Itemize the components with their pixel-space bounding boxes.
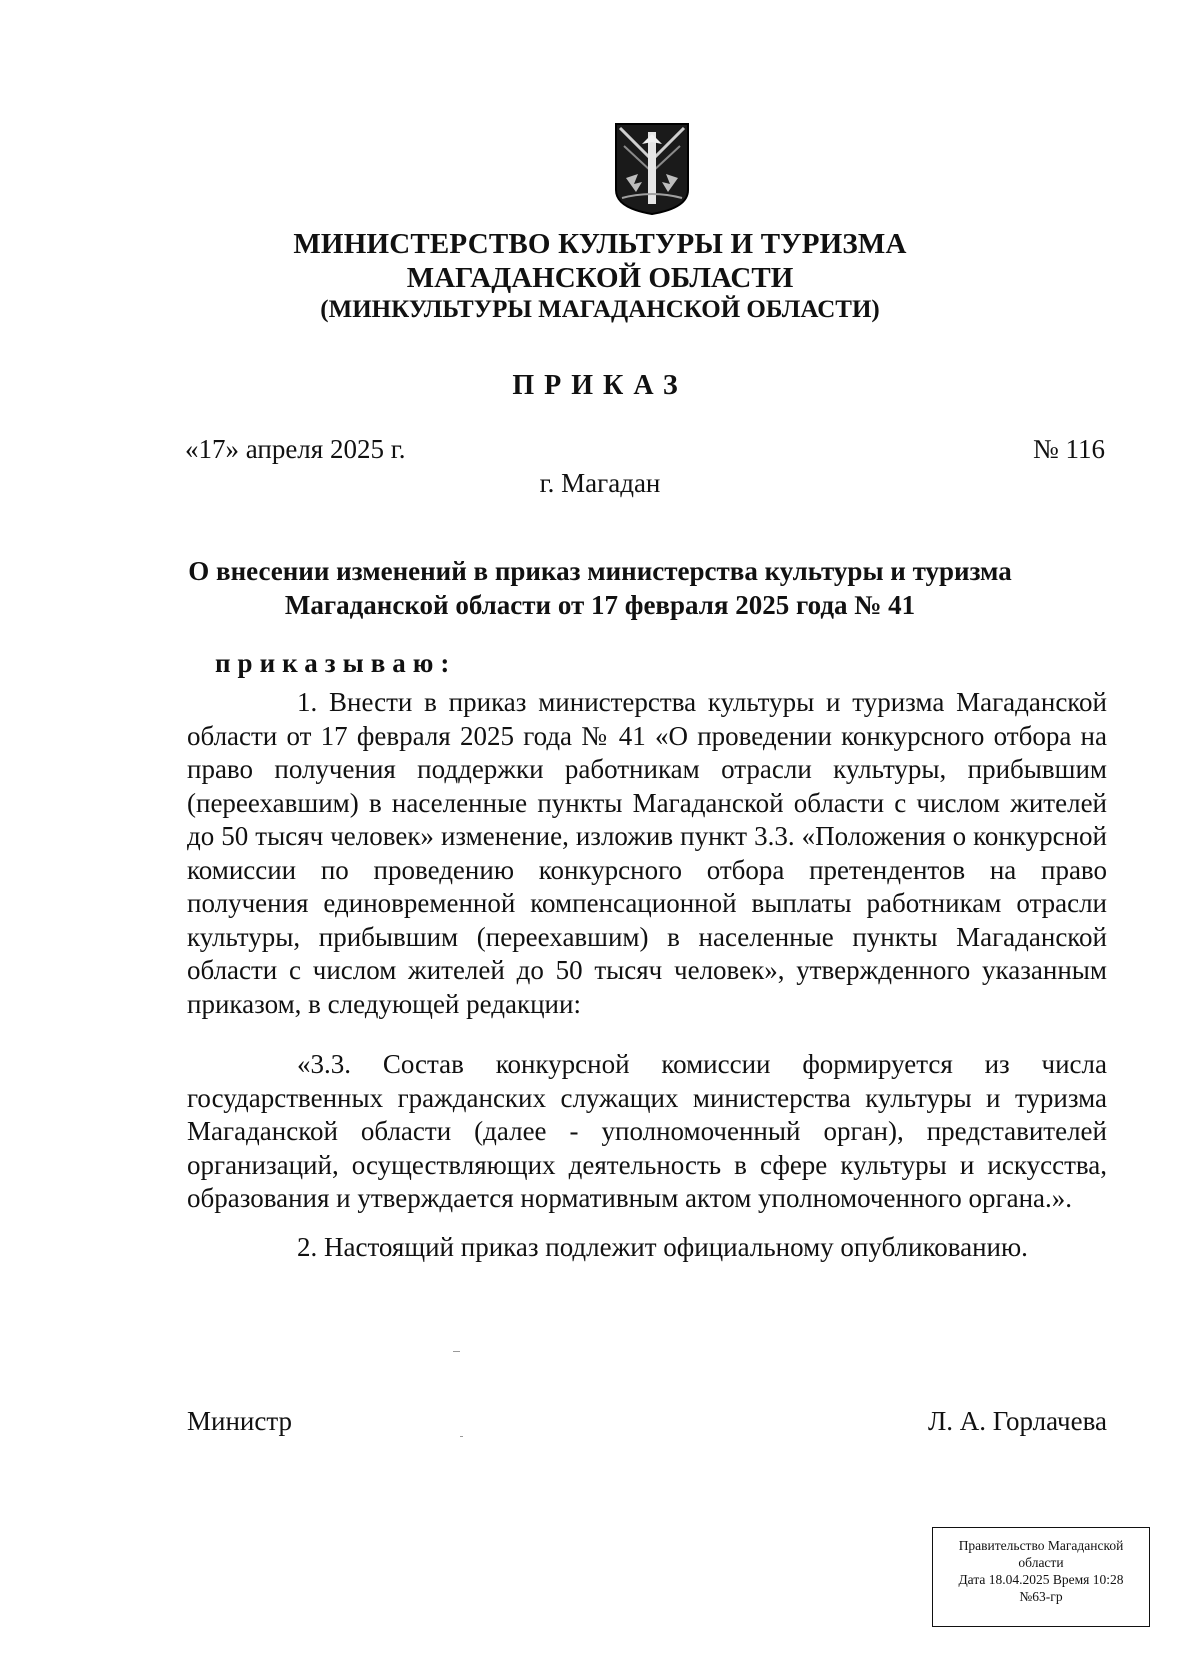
ministry-short-name: (МИНКУЛЬТУРЫ МАГАДАНСКОЙ ОБЛАСТИ) (320, 296, 880, 323)
scan-speck (460, 1436, 463, 1437)
order-date: «17» апреля 2025 г. (185, 434, 406, 464)
stamp-line: №63-гр (1019, 1589, 1063, 1604)
registration-stamp (932, 1527, 1150, 1627)
signer-name: Л. А. Горлачева (927, 1406, 1107, 1436)
coat-of-arms-icon (612, 120, 692, 216)
order-subject-line: Магаданской области от 17 февраля 2025 года № 41 (284, 590, 916, 620)
order-city: г. Магадан (539, 468, 661, 498)
paragraph-1: 1. Внести в приказ министерства культуры и туризма Магаданской области от 17 февраля 2025 года № 41 «О проведении конкурсного отбора на право получения поддержки работникам отрасли культуры, прибывшим (переехавшим) в населенные пункты Магаданской области с числом жителей до 50 тысяч человек» изменение, изложив пункт 3.3. «Положения о конкурсной комиссии по проведению конкурсного отбора претендентов на право получения единовременной компенсационной выплаты работникам отрасли культуры, прибывшим (переехавшим) в населенные пункты Магаданской области с числом жителей до 50 тысяч человек», утвержденного указанным приказом, в следующей редакции: (187, 687, 1107, 1019)
scan-speck (453, 1351, 460, 1352)
region-name: МАГАДАНСКОЙ ОБЛАСТИ (406, 262, 794, 294)
paragraph-2: 2. Настоящий приказ подлежит официальному опубликованию. (297, 1232, 1028, 1262)
paragraph-quote: «3.3. Состав конкурсной комиссии формируется из числа государственных гражданских служащих министерства культуры и туризма Магаданской области (далее - уполномоченный орган), представителей организаций, осуществляющих деятельность в сфере культуры и искусства, образования и утверждается нормативным актом уполномоченного органа.». (187, 1049, 1107, 1213)
document-type-title: ПРИКАЗ (512, 370, 688, 401)
stamp-line: Дата 18.04.2025 Время 10:28 (958, 1572, 1124, 1587)
decree-word: приказываю: (215, 648, 457, 678)
stamp-line: области (1018, 1555, 1064, 1570)
signer-title: Министр (187, 1406, 292, 1436)
order-subject (0, 554, 1200, 622)
order-subject-line: О внесении изменений в приказ министерства культуры и туризма (188, 556, 1012, 586)
stamp-line: Правительство Магаданской (958, 1538, 1124, 1553)
ministry-name: МИНИСТЕРСТВО КУЛЬТУРЫ И ТУРИЗМА (293, 228, 907, 260)
order-number: № 116 (1032, 434, 1105, 464)
